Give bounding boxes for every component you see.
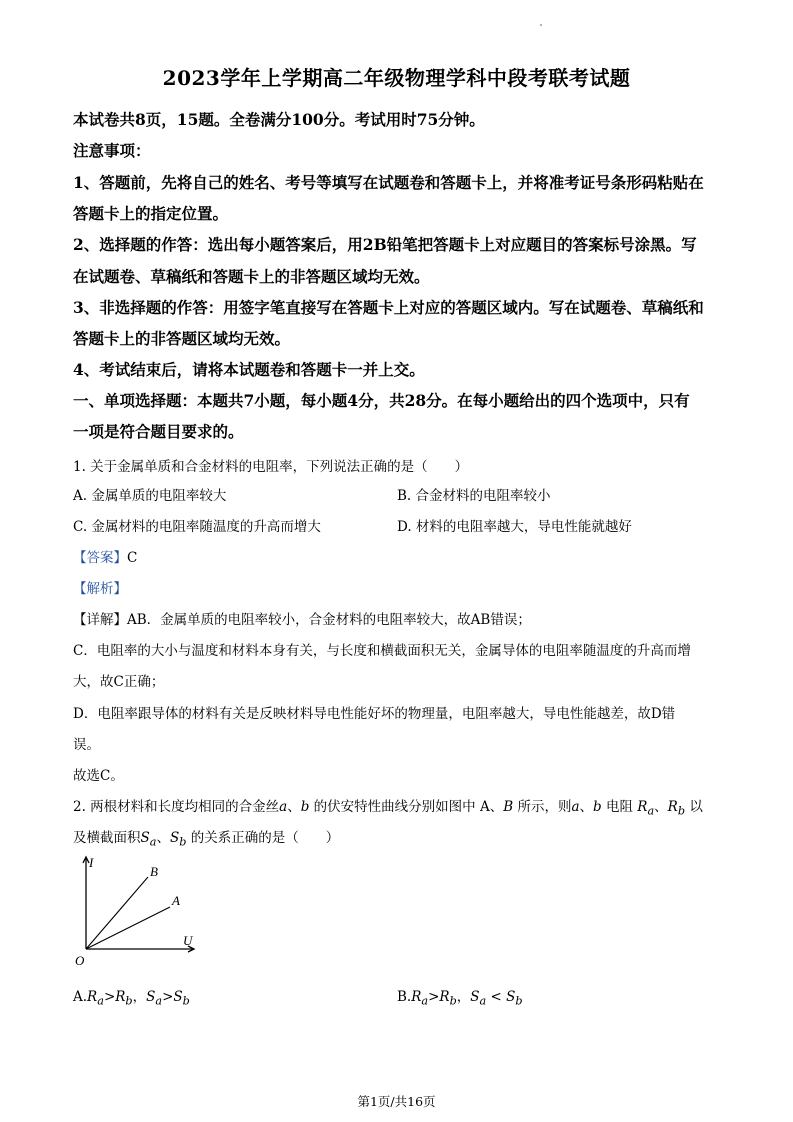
- question-1-stem: 1. 关于金属单质和合金材料的电阻率，下列说法正确的是（ ）: [73, 459, 469, 475]
- var-b: b: [593, 799, 602, 815]
- var-r: R: [667, 799, 678, 815]
- var-r: R: [439, 989, 450, 1005]
- stem-text: 以: [685, 799, 703, 815]
- lt-sign: <: [486, 989, 507, 1005]
- q2-option-a: [73, 985, 190, 1008]
- q1-detail-line: 大，故C正确；: [73, 674, 165, 690]
- q1-option-a: A. 金属单质的电阻率较大: [73, 488, 227, 504]
- var-a: a: [571, 799, 580, 815]
- sep: 、: [156, 830, 170, 846]
- detail-text: AB．金属单质的电阻率较小，合金材料的电阻率较大，故AB错误；: [127, 612, 531, 628]
- q1-detail-line: 故选C。: [73, 768, 124, 784]
- sep: 、: [654, 799, 668, 815]
- sep: 、: [579, 799, 594, 815]
- answer-tag: 【答案】: [73, 550, 127, 566]
- curve-b-ref: B: [503, 799, 514, 815]
- curve-b-label: B: [150, 864, 158, 879]
- sub-b: b: [515, 994, 523, 1008]
- var-s: S: [173, 989, 183, 1005]
- stem-text: 电阻: [601, 799, 633, 815]
- stem-text: 及横截面积: [73, 830, 141, 846]
- page-title: 2023学年上学期高二年级物理学科中段考联考试题: [162, 66, 631, 90]
- origin-label: O: [75, 953, 85, 968]
- var-s: S: [169, 830, 180, 846]
- var-r: R: [411, 989, 422, 1005]
- sub-b: b: [179, 835, 187, 849]
- gt-sign: >: [428, 989, 440, 1005]
- notice-line: 答题卡上的非答题区域均无效。: [73, 329, 291, 348]
- var-s: S: [140, 830, 150, 846]
- section-heading: 一、单项选择题：本题共7小题，每小题4分，共28分。在每小题给出的四个选项中，只有: [73, 391, 690, 410]
- iu-graph: [70, 855, 200, 970]
- q1-option-b: B. 合金材料的电阻率较小: [397, 488, 551, 504]
- q1-answer-line: [73, 546, 137, 566]
- gt-sign: >: [103, 989, 116, 1005]
- var-a: a: [279, 799, 288, 815]
- var-b: b: [300, 799, 310, 815]
- stem-text: 的伏安特性曲线分别如图中 A、: [309, 799, 504, 815]
- comma: ，: [456, 989, 471, 1005]
- stem-text: 2. 两根材料和长度均相同的合金丝: [73, 799, 280, 815]
- q1-detail-line: [73, 608, 531, 628]
- stem-text: 的关系正确的是（ ）: [186, 830, 340, 846]
- q1-detail-line: C．电阻率的大小与温度和材料本身有关，与长度和横截面积无关，金属导体的电阻率随温度的升高而增: [73, 643, 691, 659]
- var-s: S: [146, 989, 156, 1005]
- q1-detail-line: D．电阻率跟导体的材料有关是反映材料导电性能好坏的物理量，电阻率越大，导电性能越差，故D错: [73, 706, 676, 722]
- curve-a-line: [86, 907, 170, 949]
- answer-value: C: [127, 550, 138, 566]
- sub-b: b: [182, 994, 190, 1008]
- decorative-dot: [540, 24, 542, 26]
- question-2-stem-line2: [73, 826, 339, 849]
- notice-line: 答题卡上的指定位置。: [73, 204, 229, 223]
- notice-line: 4、考试结束后，请将本试题卷和答题卡一并上交。: [73, 360, 425, 379]
- var-s: S: [470, 989, 480, 1005]
- analysis-tag: 【解析】: [73, 581, 127, 597]
- notice-line: 3、非选择题的作答：用签字笔直接写在答题卡上对应的答题区域内。写在试题卷、草稿纸和: [73, 298, 704, 317]
- q1-detail-line: 误。: [73, 737, 100, 753]
- intro-text: 本试卷共8页，15题。全卷满分100分。考试用时75分钟。: [73, 110, 485, 129]
- sub-b: b: [449, 994, 457, 1008]
- sub-a: a: [149, 835, 157, 849]
- sub-a: a: [479, 994, 487, 1008]
- sub-a: a: [421, 994, 429, 1008]
- stem-text: 所示，则: [513, 799, 572, 815]
- sub-a: a: [97, 994, 104, 1008]
- u-axis-label: U: [183, 933, 193, 948]
- sub-b: b: [677, 804, 686, 818]
- i-axis-label: I: [89, 855, 94, 870]
- curve-a-label: A: [172, 893, 180, 908]
- var-r: R: [87, 989, 98, 1005]
- notice-line: 2、选择题的作答：选出每小题答案后，用2B铅笔把答题卡上对应题目的答案标号涂黑。写: [73, 235, 697, 254]
- sub-b: b: [125, 994, 133, 1008]
- q2-option-b: [397, 985, 523, 1008]
- sub-a: a: [647, 804, 655, 818]
- question-2-stem-line1: [73, 795, 703, 818]
- gt-sign: >: [162, 989, 174, 1005]
- option-prefix: B.: [397, 989, 412, 1005]
- var-r: R: [637, 799, 648, 815]
- q1-option-d: D. 材料的电阻率越大，导电性能就越好: [397, 519, 632, 535]
- sub-a: a: [155, 994, 163, 1008]
- notice-line: 1、答题前，先将自己的姓名、考号等填写在试题卷和答题卡上，并将准考证号条形码粘贴在: [73, 173, 704, 192]
- curve-b-line: [86, 877, 148, 949]
- comma: ，: [132, 989, 147, 1005]
- section-heading: 一项是符合题目要求的。: [73, 422, 244, 441]
- var-s: S: [506, 989, 516, 1005]
- page-footer: 第1页/共16页: [357, 1094, 436, 1109]
- q1-option-c: C. 金属材料的电阻率随温度的升高而增大: [73, 519, 321, 535]
- detail-tag: 【详解】: [73, 612, 127, 628]
- notice-line: 在试题卷、草稿纸和答题卡上的非答题区域均无效。: [73, 267, 430, 286]
- sep: 、: [287, 799, 301, 815]
- notice-header: 注意事项：: [73, 141, 151, 160]
- var-r: R: [115, 989, 126, 1005]
- option-prefix: A.: [73, 989, 88, 1005]
